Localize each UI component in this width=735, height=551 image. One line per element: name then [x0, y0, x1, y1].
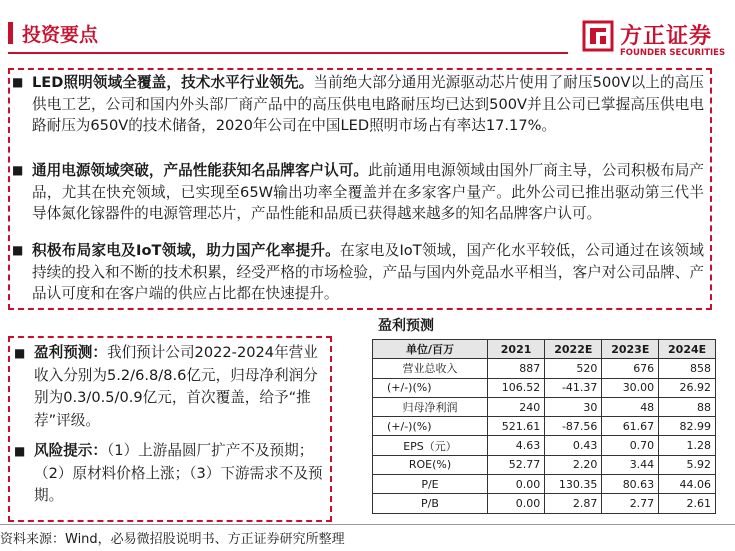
table-row	[373, 359, 716, 378]
summary-forecast-heading: 盈利预测：	[34, 344, 107, 361]
point-1	[12, 72, 704, 137]
point-3	[12, 240, 704, 305]
table-cell: 30	[545, 397, 602, 416]
source-divider	[0, 524, 735, 525]
table-cell: -41.37	[545, 378, 602, 397]
header-cell: 单位/百万	[373, 340, 488, 359]
table-cell: 3.44	[602, 455, 659, 474]
table-row	[373, 378, 716, 397]
row-label: EPS（元）	[373, 436, 488, 455]
table-cell: 61.67	[602, 417, 659, 436]
bullet-square-icon: ■	[12, 75, 24, 89]
table-row	[373, 397, 716, 416]
point-1-body: 当前绝大部分通用光源驱动芯片使用了耐压500V以上的高压供电工艺，公司和国内外头部厂商产品中的高压供电电路耐压均已达到500V并且公司已掌握高压供电电路耐压为650V的技术储备，2020年公司在中国LED照明市场占有率达17.17%。	[32, 74, 704, 134]
table-cell: 5.92	[659, 455, 716, 474]
source-note: 资料来源：Wind，必易微招股说明书、方正证券研究所整理	[0, 532, 345, 547]
row-label: (+/-)(%)	[373, 378, 488, 397]
summary-risk-body: （1）上游晶圆厂扩产不及预期；（2）原材料价格上涨；（3）下游需求不及预期。	[34, 442, 323, 504]
point-3-body: 在家电及IoT领域，国产化水平较低，公司通过在该领域持续的投入和不断的技术积累，经受严格的市场检验，产品与国内外竞品水平相当，客户对公司品牌、产品认可度和在客户端的供应占比都在快速提升。	[32, 242, 704, 302]
row-label: P/B	[373, 494, 488, 513]
summary-risk	[14, 440, 326, 508]
table-cell: 30.00	[602, 378, 659, 397]
title-accent-bar	[8, 22, 13, 44]
table-cell: 88	[659, 397, 716, 416]
bullet-square-icon: ■	[14, 444, 26, 458]
bullet-square-icon: ■	[14, 346, 26, 360]
point-1-heading: LED照明领域全覆盖，技术水平行业领先。	[32, 74, 314, 91]
table-cell: 0.00	[488, 494, 545, 513]
table-cell: 2.77	[602, 494, 659, 513]
header-cell: 2024E	[659, 340, 716, 359]
table-cell: 4.63	[488, 436, 545, 455]
table-cell: 48	[602, 397, 659, 416]
page-title: 投资要点	[22, 24, 99, 46]
table-cell: 52.77	[488, 455, 545, 474]
table-cell: 130.35	[545, 475, 602, 494]
summary-risk-heading: 风险提示：	[34, 442, 107, 459]
row-label: 归母净利润	[373, 397, 488, 416]
table-cell: 2.20	[545, 455, 602, 474]
table-row	[373, 475, 716, 494]
row-label: ROE(%)	[373, 455, 488, 474]
table-cell: 0.43	[545, 436, 602, 455]
header-divider	[8, 52, 568, 54]
row-label: P/E	[373, 475, 488, 494]
table-cell: 676	[602, 359, 659, 378]
table-row	[373, 494, 716, 513]
forecast-table	[372, 339, 716, 514]
logo-cn: 方正证券	[620, 24, 713, 49]
table-cell: 240	[488, 397, 545, 416]
point-2	[12, 160, 704, 225]
table-row	[373, 436, 716, 455]
logo-mark-icon	[582, 20, 614, 52]
forecast-title: 盈利预测	[378, 318, 434, 334]
table-cell: 44.06	[659, 475, 716, 494]
table-cell: 26.92	[659, 378, 716, 397]
table-row	[373, 455, 716, 474]
table-cell: 1.28	[659, 436, 716, 455]
bullet-square-icon: ■	[12, 243, 24, 257]
table-cell: 2.87	[545, 494, 602, 513]
table-cell: 521.61	[488, 417, 545, 436]
logo-en: FOUNDER SECURITIES	[620, 48, 726, 58]
point-2-heading: 通用电源领域突破，产品性能获知名品牌客户认可。	[32, 162, 368, 179]
table-cell: 0.70	[602, 436, 659, 455]
table-cell: 106.52	[488, 378, 545, 397]
bullet-square-icon: ■	[12, 163, 24, 177]
table-cell: 887	[488, 359, 545, 378]
header-cell: 2023E	[602, 340, 659, 359]
summary-forecast	[14, 342, 326, 432]
table-cell: 858	[659, 359, 716, 378]
table-cell: 82.99	[659, 417, 716, 436]
row-label: 营业总收入	[373, 359, 488, 378]
table-cell: 80.63	[602, 475, 659, 494]
point-3-heading: 积极布局家电及IoT领域，助力国产化率提升。	[32, 242, 341, 259]
header-cell: 2022E	[545, 340, 602, 359]
point-2-body: 此前通用电源领域由国外厂商主导，公司积极布局产品，尤其在快充领域，已实现至65W输出功率全覆盖并在多家客户量产。此外公司已推出驱动第三代半导体氮化镓器件的电源管理芯片，产品性能和品质已获得越来越多的知名品牌客户认可。	[32, 162, 704, 222]
table-cell: -87.56	[545, 417, 602, 436]
row-label: (+/-)(%)	[373, 417, 488, 436]
table-cell: 520	[545, 359, 602, 378]
summary-forecast-body: 我们预计公司2022-2024年营业收入分别为5.2/6.8/8.6亿元，归母净利润分别为0.3/0.5/0.9亿元，首次覆盖，给予“推荐”评级。	[34, 344, 318, 429]
header-cell: 2021	[488, 340, 545, 359]
table-header-row	[373, 340, 716, 359]
table-cell: 2.61	[659, 494, 716, 513]
table-row	[373, 417, 716, 436]
table-cell: 0.00	[488, 475, 545, 494]
company-logo	[582, 18, 726, 64]
